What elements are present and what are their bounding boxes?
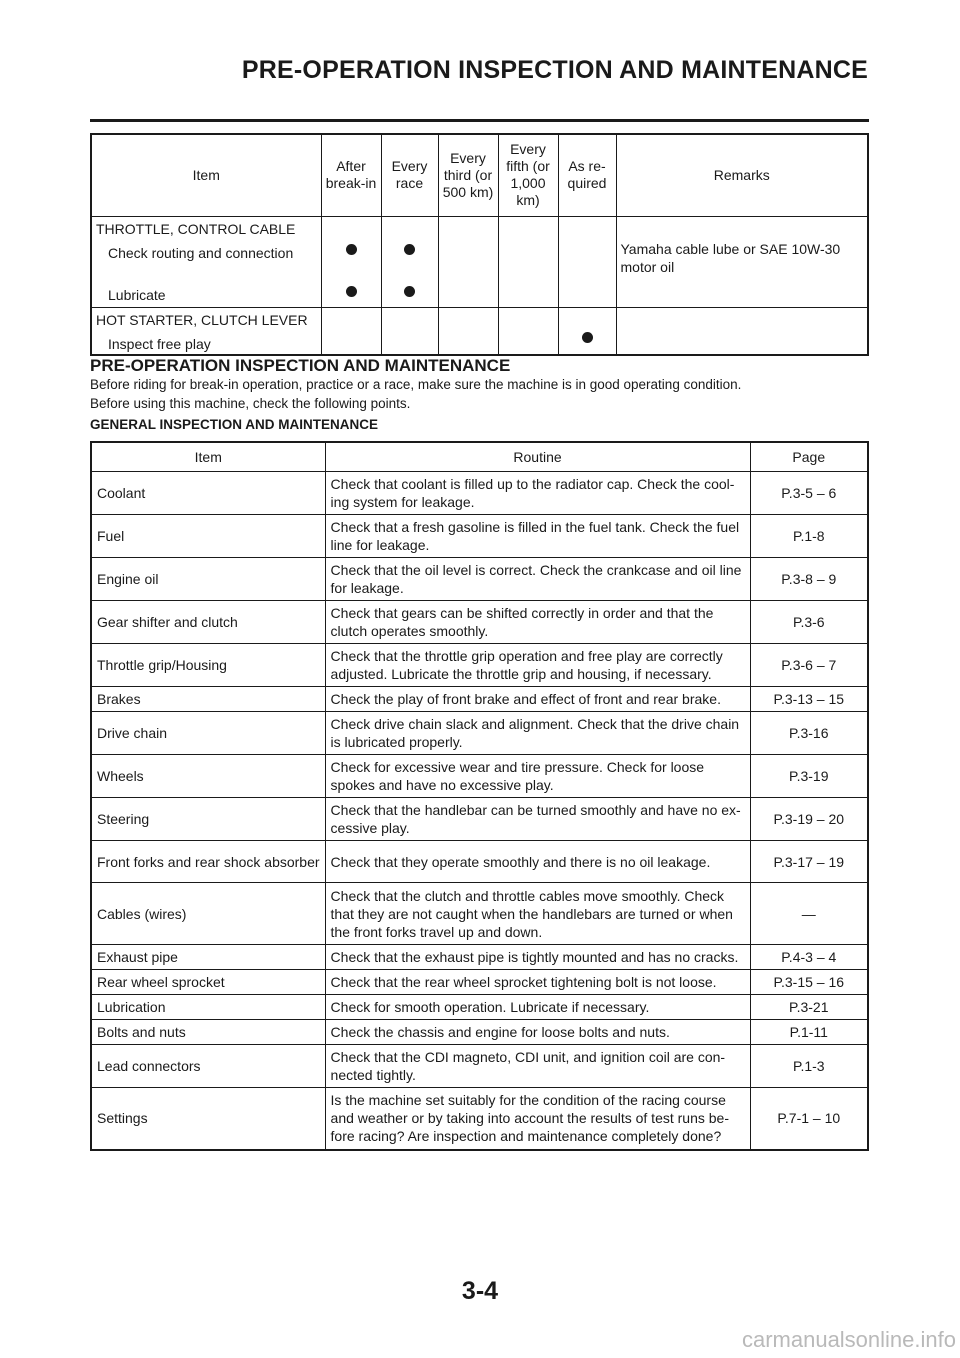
routine-cell: Check that the throttle grip operation and free play are correctly adjusted. Lubricate the throttle grip and housing, if necessary.	[325, 644, 750, 687]
cell-every-race	[381, 307, 438, 355]
cell-after-break-in	[321, 307, 381, 355]
cell-every-third	[438, 307, 498, 355]
col-remarks: Remarks	[616, 134, 868, 216]
schedule-dot	[404, 286, 415, 297]
item-cell: Settings	[91, 1088, 325, 1150]
general-table-body	[91, 472, 868, 1150]
routine-cell: Check the play of front brake and effect of front and rear brake.	[325, 687, 750, 712]
schedule-dot	[582, 332, 593, 343]
item-cell: Engine oil	[91, 558, 325, 601]
cell-every-third	[438, 216, 498, 307]
table-row	[91, 601, 868, 644]
routine-cell: Check the chassis and engine for loose bolts and nuts.	[325, 1020, 750, 1045]
col-every-fifth: Every fifth (or 1,000 km)	[498, 134, 558, 216]
table-row	[91, 1020, 868, 1045]
cell-as-required	[558, 307, 616, 355]
page-cell: P.3-6 – 7	[750, 644, 868, 687]
cell-every-fifth	[498, 307, 558, 355]
table-row	[91, 1088, 868, 1150]
page-cell: P.3-8 – 9	[750, 558, 868, 601]
col-after-break-in: After break-in	[321, 134, 381, 216]
header-rule	[90, 119, 869, 122]
page-cell: —	[750, 883, 868, 945]
cell-every-race	[381, 216, 438, 307]
cell-after-break-in	[321, 216, 381, 307]
page-cell: P.3-19 – 20	[750, 798, 868, 841]
page-cell: P.3-15 – 16	[750, 970, 868, 995]
page-cell: P.1-3	[750, 1045, 868, 1088]
table-row	[91, 558, 868, 601]
table-row	[91, 712, 868, 755]
table-row	[91, 970, 868, 995]
col-page: Page	[750, 442, 868, 472]
table-row	[91, 687, 868, 712]
table-row	[91, 945, 868, 970]
task-inspect-free-play: Inspect free play	[108, 335, 211, 352]
item-cell: Brakes	[91, 687, 325, 712]
page-cell: P.4-3 – 4	[750, 945, 868, 970]
routine-cell: Check drive chain slack and alignment. Check that the drive chain is lubricated properly.	[325, 712, 750, 755]
item-cell: Rear wheel sprocket	[91, 970, 325, 995]
item-cell: Wheels	[91, 755, 325, 798]
routine-cell: Check for excessive wear and tire pressure. Check for loose spokes and have no excessive play.	[325, 755, 750, 798]
routine-cell: Is the machine set suitably for the condition of the racing course and weather or by taking into account the results of test runs be-fore racing? Are inspection and maintenance completely done?	[325, 1088, 750, 1150]
col-every-third: Every third (or 500 km)	[438, 134, 498, 216]
section-heading: PRE-OPERATION INSPECTION AND MAINTENANCE	[90, 356, 511, 375]
routine-cell: Check that the exhaust pipe is tightly mounted and has no cracks.	[325, 945, 750, 970]
item-cell: Coolant	[91, 472, 325, 515]
page-cell: P.3-19	[750, 755, 868, 798]
general-inspection-table	[90, 441, 869, 1151]
cell-every-fifth	[498, 216, 558, 307]
intro-paragraph-2: Before using this machine, check the following points.	[90, 396, 411, 411]
page-cell: P.3-21	[750, 995, 868, 1020]
table-row	[91, 755, 868, 798]
table-row	[91, 798, 868, 841]
item-cell: Drive chain	[91, 712, 325, 755]
watermark: carmanualsonline.info	[741, 1327, 956, 1352]
intro-paragraph-1: Before riding for break-in operation, practice or a race, make sure the machine is in good operating condition.	[90, 377, 742, 392]
section-title: THROTTLE, CONTROL CABLE	[96, 220, 296, 237]
routine-cell: Check for smooth operation. Lubricate if necessary.	[325, 995, 750, 1020]
section-title: HOT STARTER, CLUTCH LEVER	[96, 311, 308, 328]
item-cell: Cables (wires)	[91, 883, 325, 945]
page-cell: P.3-17 – 19	[750, 841, 868, 883]
page-cell: P.1-11	[750, 1020, 868, 1045]
col-item: Item	[91, 134, 321, 216]
routine-cell: Check that the clutch and throttle cables move smoothly. Check that they are not caught when the handlebars are turned or when the front forks travel up and down.	[325, 883, 750, 945]
table-row	[91, 883, 868, 945]
col-as-required: As re-quired	[558, 134, 616, 216]
routine-cell: Check that a fresh gasoline is filled in the fuel tank. Check the fuel line for leakage.	[325, 515, 750, 558]
item-cell: Bolts and nuts	[91, 1020, 325, 1045]
item-cell: Front forks and rear shock absorber	[91, 841, 325, 883]
page-cell: P.3-13 – 15	[750, 687, 868, 712]
section-hot-starter	[91, 307, 321, 355]
routine-cell: Check that coolant is filled up to the radiator cap. Check the cool-ing system for leakage.	[325, 472, 750, 515]
schedule-dot	[346, 244, 357, 255]
table-row	[91, 472, 868, 515]
maintenance-schedule-table	[90, 133, 869, 356]
section-throttle	[91, 216, 321, 307]
col-routine: Routine	[325, 442, 750, 472]
table-row	[91, 644, 868, 687]
routine-cell: Check that the handlebar can be turned smoothly and have no ex-cessive play.	[325, 798, 750, 841]
subheading-general-inspection: GENERAL INSPECTION AND MAINTENANCE	[90, 417, 379, 432]
table-row	[91, 841, 868, 883]
routine-cell: Check that they operate smoothly and there is no oil leakage.	[325, 841, 750, 883]
table-row	[91, 1045, 868, 1088]
task-check-routing: Check routing and connection	[108, 244, 294, 261]
item-cell: Lubrication	[91, 995, 325, 1020]
col-item: Item	[91, 442, 325, 472]
item-cell: Throttle grip/Housing	[91, 644, 325, 687]
page-header-title: PRE-OPERATION INSPECTION AND MAINTENANCE	[241, 56, 868, 84]
col-every-race: Every race	[381, 134, 438, 216]
task-lubricate: Lubricate	[108, 286, 166, 303]
routine-cell: Check that the oil level is correct. Check the crankcase and oil line for leakage.	[325, 558, 750, 601]
cell-remarks	[616, 307, 868, 355]
item-cell: Gear shifter and clutch	[91, 601, 325, 644]
item-cell: Fuel	[91, 515, 325, 558]
page-cell: P.7-1 – 10	[750, 1088, 868, 1150]
routine-cell: Check that gears can be shifted correctly in order and that the clutch operates smoothly.	[325, 601, 750, 644]
routine-cell: Check that the rear wheel sprocket tightening bolt is not loose.	[325, 970, 750, 995]
item-cell: Exhaust pipe	[91, 945, 325, 970]
table-row	[91, 515, 868, 558]
page-cell: P.3-5 – 6	[750, 472, 868, 515]
page-cell: P.1-8	[750, 515, 868, 558]
page-cell: P.3-6	[750, 601, 868, 644]
table-row	[91, 995, 868, 1020]
remarks-text: Yamaha cable lube or SAE 10W-30 motor oil	[620, 240, 841, 275]
schedule-dot	[404, 244, 415, 255]
item-cell: Steering	[91, 798, 325, 841]
cell-as-required	[558, 216, 616, 307]
cell-remarks	[616, 216, 868, 307]
page-number: 3-4	[461, 1277, 499, 1305]
schedule-dot	[346, 286, 357, 297]
page-cell: P.3-16	[750, 712, 868, 755]
item-cell: Lead connectors	[91, 1045, 325, 1088]
routine-cell: Check that the CDI magneto, CDI unit, and ignition coil are con-nected tightly.	[325, 1045, 750, 1088]
